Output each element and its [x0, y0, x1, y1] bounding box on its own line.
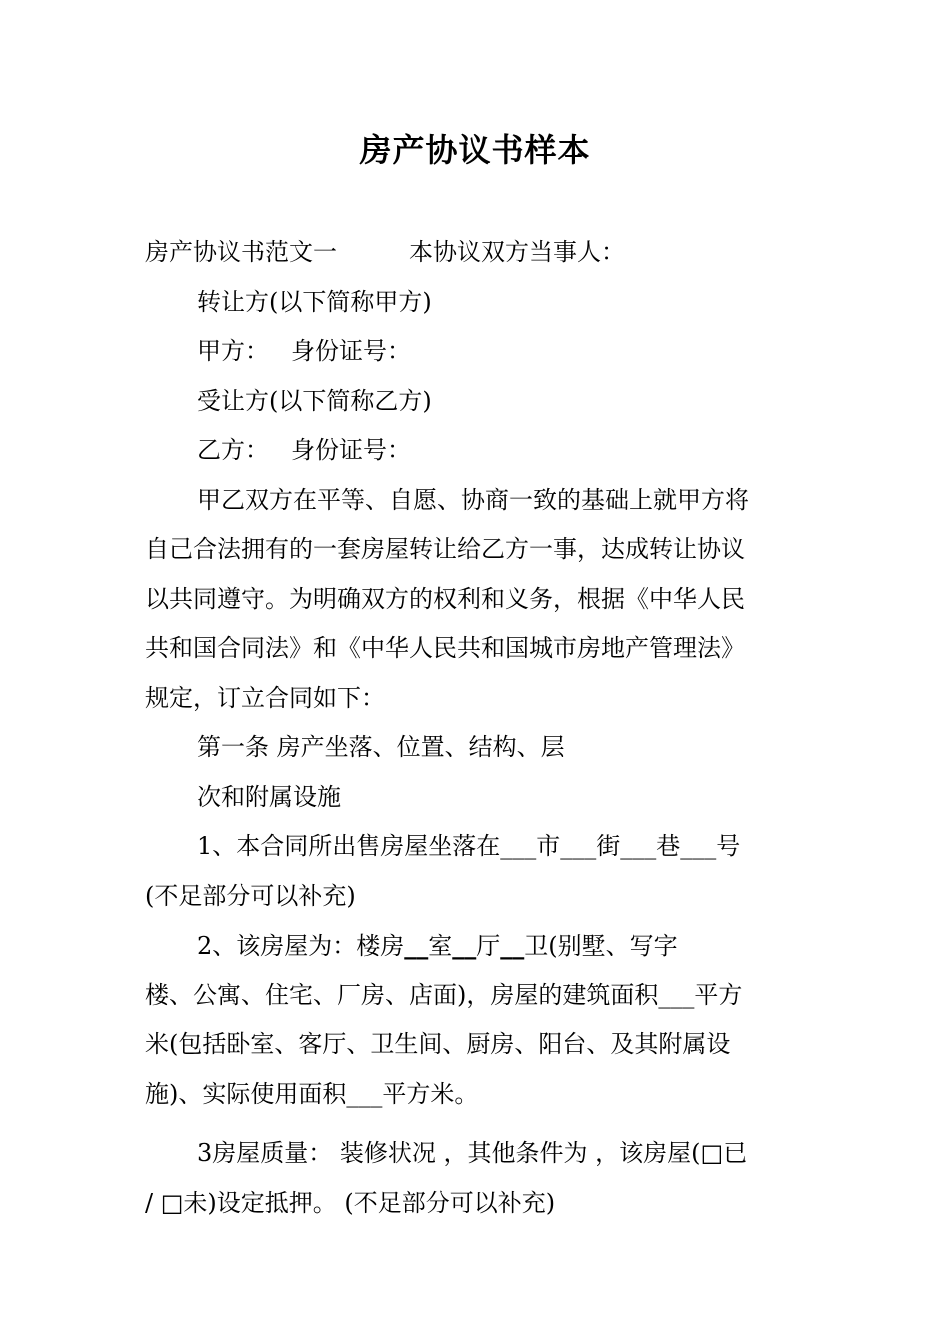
transferor-line: 转让方(以下简称甲方) [197, 287, 432, 316]
party-b-label: 乙方： [197, 436, 269, 464]
article-one-heading-cont: 次和附属设施 [197, 782, 341, 811]
party-a-label: 甲方： [197, 337, 269, 365]
item-one-line: 1、本合同所出售房屋坐落在___市___街___巷___号 [197, 832, 741, 860]
room-label: 室 [428, 932, 453, 960]
paragraph-line [145, 476, 810, 526]
item-two-line: 米(包括卧室、客厅、卫生间、厨房、阳台、及其附属设 [145, 1030, 731, 1058]
document-title: 房产协议书样本 [359, 131, 591, 169]
item-two-line [145, 921, 810, 971]
parties-intro-line [145, 228, 810, 278]
paragraph-line: 共和国合同法》和《中华人民共和国城市房地产管理法》 [145, 634, 745, 662]
paragraph-text: 甲乙双方在平等、自愿、协商一致的基础上就甲方将 [197, 485, 749, 514]
paragraph-line: 以共同遵守。为明确双方的权利和义务，根据《中华人民 [145, 584, 745, 613]
item-three-line: 3房屋质量： 装修状况 ，其他条件为 ，该房屋(□已 [197, 1139, 748, 1167]
hall-label: 厅 [476, 932, 501, 960]
party-a-line [145, 327, 810, 377]
blank-field: __ [452, 931, 477, 960]
paragraph-line: 规定，订立合同如下： [145, 683, 385, 712]
document-body [145, 228, 810, 1228]
article-one-heading: 第一条 房产坐落、位置、结构、层 [197, 733, 565, 761]
transferee-line: 受让方(以下简称乙方) [197, 386, 432, 415]
paragraph-line: 自己合法拥有的一套房屋转让给乙方一事，达成转让协议 [145, 535, 745, 563]
sample-label: 房产协议书范文一 [145, 238, 337, 266]
party-a-id-label: 身份证号： [291, 337, 411, 365]
item-one-line: (不足部分可以补充) [145, 881, 356, 910]
item-two-text: 2、该房屋为：楼房 [197, 932, 405, 960]
party-b-id-label: 身份证号： [291, 436, 411, 464]
item-two-line: 施)、实际使用面积___平方米。 [145, 1079, 479, 1108]
item-two-line: 楼、公寓、住宅、厂房、店面)，房屋的建筑面积___平方 [145, 980, 743, 1009]
item-three-line: / □未)设定抵押。 (不足部分可以补充) [145, 1188, 556, 1217]
party-b-line [145, 426, 810, 476]
parties-label: 本协议双方当事人： [409, 238, 625, 266]
blank-field: __ [500, 931, 525, 960]
item-two-text: 卫(别墅、写字 [524, 932, 678, 960]
blank-field: __ [404, 931, 429, 960]
